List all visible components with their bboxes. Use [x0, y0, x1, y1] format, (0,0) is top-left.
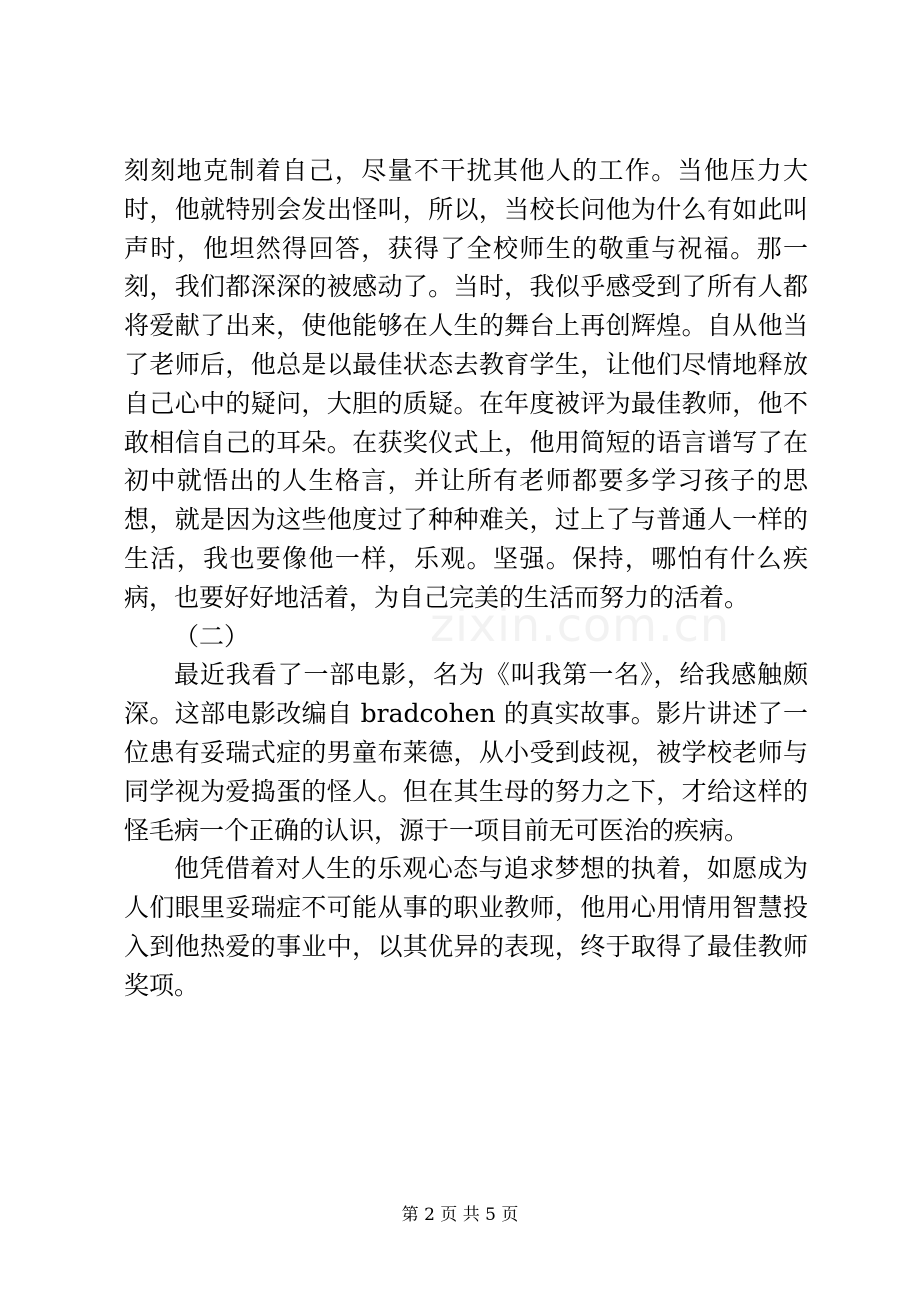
document-body [124, 152, 808, 1006]
paragraph-teacher-award: 他凭借着对人生的乐观心态与追求梦想的执着，如愿成为人们眼里妥瑞症不可能从事的职业教师，他用心用情用智慧投入到他热爱的事业中，以其优异的表现，终于取得了最佳教师奖项。 [124, 854, 808, 1000]
paragraph-continued: 刻刻地克制着自己，尽量不干扰其他人的工作。当他压力大时，他就特别会发出怪叫，所以，当校长问他为什么有如此叫声时，他坦然得回答，获得了全校师生的敬重与祝福。那一刻，我们都深深的被感动了。当时，我似乎感受到了所有人都将爱献了出来，使他能够在人生的舞台上再创辉煌。自从他当了老师后，他总是以最佳状态去教育学生，让他们尽情地释放自己心中的疑问，大胆的质疑。在年度被评为最佳教师，他不敢相信自己的耳朵。在获奖仪式上，他用简短的语言谱写了在初中就悟出的人生格言，并让所有老师都要多学习孩子的思想，就是因为这些他度过了种种难关，过上了与普通人一样的生活，我也要像他一样，乐观。坚强。保持，哪怕有什么疾病，也要好好地活着，为自己完美的生活而努力的活着。 [124, 156, 808, 612]
section-heading-two: （二） [174, 621, 250, 651]
page-footer: 第 2 页 共 5 页 [401, 1205, 519, 1225]
paragraph-movie-intro: 最近我看了一部电影，名为《叫我第一名》，给我感触颇深。这部电影改编自 bradcohen 的真实故事。影片讲述了一位患有妥瑞式症的男童布莱德，从小受到歧视，被学校老师与同学视为爱捣蛋的怪人。但在其生母的努力之下，才给这样的怪毛病一个正确的认识，源于一项目前无可医治的疾病。 [124, 660, 808, 845]
site-watermark: zixin.com.cn [430, 598, 731, 652]
